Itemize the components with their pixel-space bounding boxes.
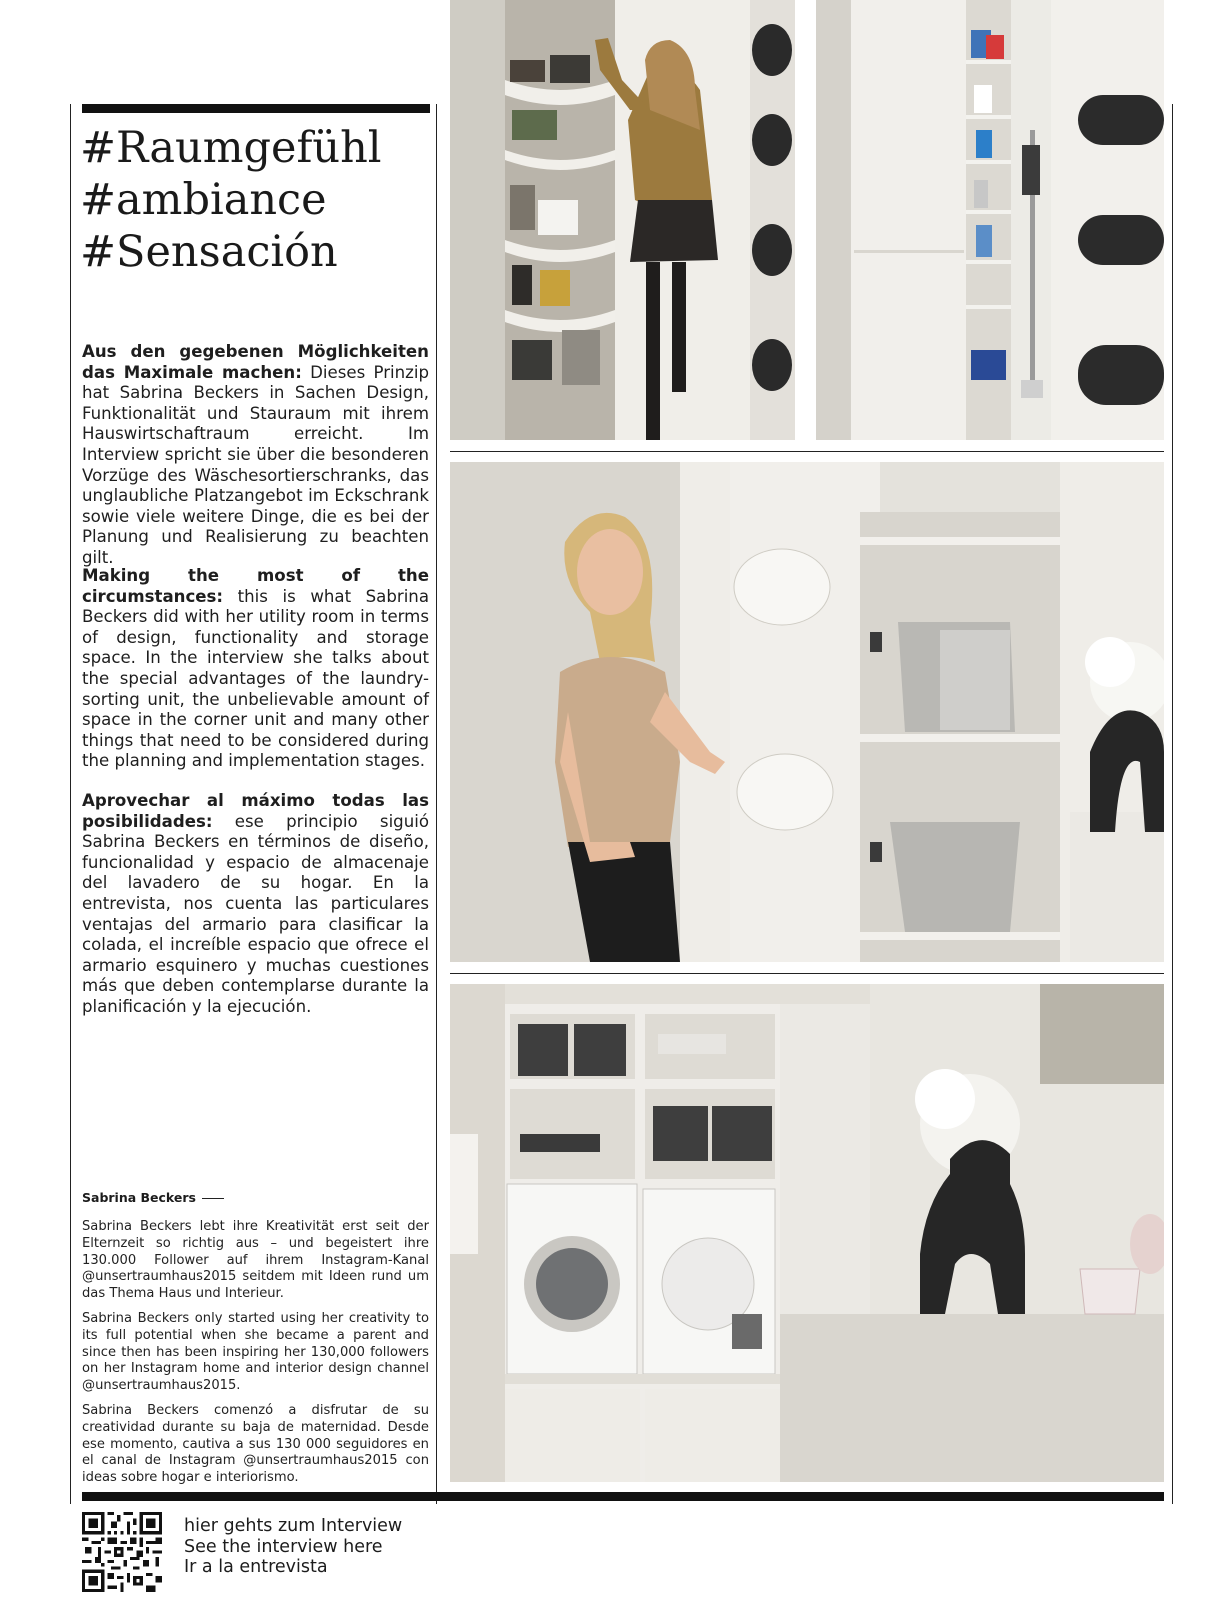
left-column-rule bbox=[70, 104, 71, 1504]
interview-link-en[interactable]: See the interview here bbox=[184, 1536, 383, 1557]
interview-link-de[interactable]: hier gehts zum Interview bbox=[184, 1516, 403, 1536]
bio-name bbox=[82, 1190, 224, 1205]
center-column-rule bbox=[436, 104, 437, 1504]
bio-en: Sabrina Beckers only started using her creativity to its full potential when she became a parent and since then has been inspiring her 130,000 followers on her Instagram home and interior design channel @unsertraumhaus2015. bbox=[82, 1311, 429, 1394]
intro-text-es: ese principio siguió Sabrina Beckers en términos de diseño, funcionalidad y espacio de almacenaje del lavadero de su hogar. En la entrevista, nos cuenta las particulares ventajas del armario para clasificar la colada, el increíble espacio que ofrece el armario esquinero y muchas cuestiones más que deben contemplarse durante la planificación y la ejecución. bbox=[82, 811, 429, 1016]
bottom-bar bbox=[82, 1492, 1164, 1501]
photo-divider-2 bbox=[450, 973, 1164, 974]
right-column-rule bbox=[1172, 104, 1173, 1504]
intro-text-de: Dieses Prinzip hat Sabrina Beckers in Sachen Design, Funktionalität und Stauraum mit ihrem Hauswirtschaftraum erreicht. Im Interview spricht sie über die besonderen Vorzüge des Wäschesortierschranks, das unglaubliche Platzangebot im Eckschrank sowie viele weitere Dinge, die es bei der Planung und Realisierung zu beachten gilt. bbox=[82, 362, 429, 567]
intro-paragraph-en bbox=[82, 566, 429, 772]
bio-es: Sabrina Beckers comenzó a disfrutar de su creatividad durante su baja de maternidad. Desde ese momento, cautiva a sus 130 000 seguidores en el canal de Instagram @unsertraumhaus2015 con ideas sobre hogar e interiorismo. bbox=[82, 1403, 429, 1486]
hashtag-fr: #ambiance bbox=[80, 175, 327, 225]
photo-broom-cabinet bbox=[816, 0, 1164, 440]
intro-paragraph-es bbox=[82, 791, 429, 1018]
intro-lead-de: Aus den gegebenen Möglichkeiten das Maximale machen: bbox=[82, 342, 429, 382]
bio-name-text: Sabrina Beckers bbox=[82, 1190, 196, 1205]
photo-corner-cabinet bbox=[450, 0, 795, 440]
intro-lead-en: Making the most of the circumstances: bbox=[82, 566, 429, 606]
hashtag-es: #Sensación bbox=[80, 227, 338, 277]
photo-laundry-sorting-cabinet bbox=[450, 462, 1164, 962]
photo-washer-dryer bbox=[450, 984, 1164, 1482]
bio-de: Sabrina Beckers lebt ihre Kreativität erst seit der Elternzeit so richtig aus – und begeistert ihre 130.000 Follower auf ihrem Instagram-Kanal @unsertraumhaus2015 seitdem mit Ideen rund um das Thema Haus und Interieur. bbox=[82, 1219, 429, 1302]
intro-text-en: this is what Sabrina Beckers did with her utility room in terms of design, functionality and storage space. In the interview she talks about the special advantages of the laundry-sorting unit, the unbelievable amount of space in the corner unit and many other things that need to be considered during the planning and implementation stages. bbox=[82, 586, 429, 771]
interview-link[interactable] bbox=[184, 1516, 402, 1578]
hashtag-de: #Raumgefühl bbox=[80, 123, 382, 173]
qr-code[interactable] bbox=[82, 1512, 162, 1592]
intro-lead-es: Aprovechar al máximo todas las posibilidades: bbox=[82, 791, 429, 831]
bio-name-dash bbox=[202, 1198, 224, 1200]
photo-divider-1 bbox=[450, 451, 1164, 452]
headline-top-bar bbox=[82, 104, 430, 113]
interview-link-es[interactable]: Ir a la entrevista bbox=[184, 1557, 328, 1578]
headline bbox=[80, 122, 425, 278]
intro-paragraph-de bbox=[82, 342, 429, 569]
